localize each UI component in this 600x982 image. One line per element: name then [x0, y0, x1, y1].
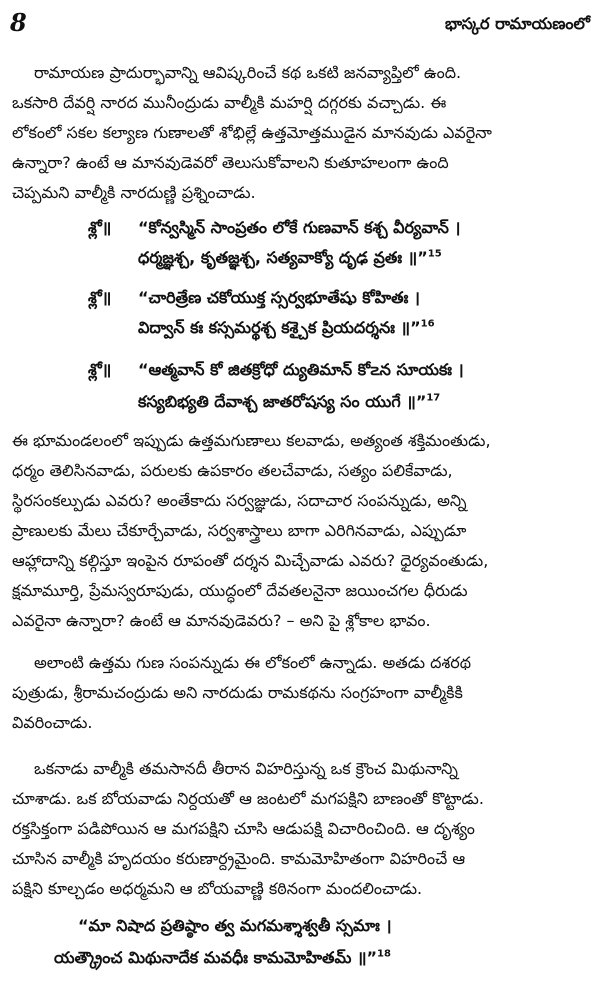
- paragraph-1-line: రామాయణ ప్రాదుర్భావాన్ని ఆవిష్కరించే కథ ఒకటి జనవ్యాప్తిలో ఉంది.: [34, 63, 462, 82]
- footnote-ref: 15: [427, 248, 442, 260]
- verse-marker: శ్లో॥: [88, 288, 112, 307]
- paragraph-2-line: ఈ భూమండలంలో ఇప్పుడు ఉత్తమగుణాలు కలవాడు, అత్యంత శక్తిమంతుడు,: [12, 431, 491, 450]
- paragraph-4-line: పక్షిని కూల్చడం అధర్మమని ఆ బోయవాణ్ణి కఠినంగా మందలించాడు.: [12, 879, 423, 898]
- paragraph-4-line: ఒకనాడు వాల్మీకి తమసానదీ తీరాన విహరిస్తున్న ఒక క్రౌంచ మిథునాన్ని: [34, 759, 458, 778]
- paragraph-3-line: వివరించాడు.: [12, 713, 93, 732]
- page-number: 8: [10, 8, 27, 37]
- paragraph-1-line: ఉన్నారా? ఉంటే ఆ మానవుడెవరో తెలుసుకోవాలని కుతూహలంగా ఉంది: [12, 153, 449, 172]
- running-title: భాస్కర రామాయణంలో: [445, 14, 590, 33]
- paragraph-3-line: పుత్రుడు, శ్రీరామచంద్రుడు అని నారదుడు రామకథను సంగ్రహంగా వాల్మీకికి: [12, 683, 463, 702]
- footnote-ref: 16: [420, 318, 435, 330]
- paragraph-4-line: రక్తసిక్తంగా పడిపోయిన ఆ మగపక్షిని చూసి ఆడుపక్షి విచారించింది. ఆ దృశ్యం: [12, 819, 475, 838]
- verse-17-line-2: కస్యబిభ్యతి దేవాశ్చ జాతరోషస్య సం యుగే ॥”$^{17}$: [138, 392, 441, 411]
- footnote-ref: 18: [377, 948, 391, 960]
- verse-marker: శ్లో॥: [88, 218, 112, 237]
- paragraph-2-line: క్షమామూర్తి, ప్రేమస్వరూపుడు, యుద్ధంలో దేవతలనైనా జయించగల ధీరుడు: [12, 581, 468, 600]
- verse-18-line-2: యత్క్రౌంచ మిథునాదేక మవధీః కామమోహితమ్ ॥”$^{18}$: [54, 948, 391, 967]
- paragraph-2-line: స్థిరసంకల్పుడు ఎవరు? అంతేకాదు సర్వజ్ఞుడు, సదాచార సంపన్నుడు, అన్ని: [12, 491, 467, 510]
- paragraph-2-line: ఆహ్లాదాన్ని కల్గిస్తూ ఇంపైన రూపంతో దర్శన మిచ్చేవాడు ఎవరు? ధైర్యవంతుడు,: [12, 551, 489, 570]
- verse-17-line-1: “ఆత్మవాన్ కో జితక్రోధో ద్యుతిమాన్ కో౽న సూయకః ।: [138, 360, 464, 379]
- paragraph-1-line: లోకంలో సకల కల్యాణ గుణాలతో శోభిల్లే ఉత్తమోత్తముడైన మానవుడు ఎవరైనా: [12, 123, 492, 142]
- verse-16-line-2: విద్వాన్ కః కస్సమర్థశ్చ కశ్చైక ప్రియదర్శనః ॥”$^{16}$: [138, 318, 435, 337]
- verse-marker: శ్లో॥: [88, 360, 112, 379]
- paragraph-2-line: ఎవరైనా ఉన్నారా? ఉంటే ఆ మానవుడెవరు? – అని పై శ్లోకాల భావం.: [12, 611, 431, 630]
- paragraph-4-line: చూశాడు. ఒక బోయవాడు నిర్దయతో ఆ జంటలో మగపక్షిని బాణంతో కొట్టాడు.: [12, 789, 484, 808]
- verse-18-line-1: “మా నిషాద ప్రతిష్ఠాం త్వ మగమశ్శాశ్వతీ స్సమాః ।: [78, 916, 392, 935]
- verse-15-line-1: “కోన్వస్మిన్ సాంప్రతం లోకే గుణవాన్ కశ్చ వీర్యవాన్ ।: [138, 218, 461, 237]
- verse-16-line-1: “చారిత్రేణ చకోయుక్త స్సర్వభూతేషు కోహితః ।: [138, 288, 420, 307]
- paragraph-4-line: చూసిన వాల్మీకి హృదయం కరుణార్ద్రమైంది. కామమోహితంగా విహరించే ఆ: [12, 849, 466, 868]
- paragraph-3-line: అలాంటి ఉత్తమ గుణ సంపన్నుడు ఈ లోకంలో ఉన్నాడు. అతడు దశరథ: [34, 653, 472, 672]
- paragraph-2-line: ప్రాణులకు మేలు చేకూర్చేవాడు, సర్వశాస్త్రాలు బాగా ఎరిగినవాడు, ఎప్పుడూ: [12, 521, 467, 540]
- verse-15-line-2: ధర్మజ్ఞశ్చ, కృతజ్ఞశ్చ, సత్యవాక్యో దృఢ వ్రతః ॥”$^{15}$: [138, 248, 442, 267]
- footnote-ref: 17: [426, 392, 441, 404]
- page-header: [8, 8, 590, 44]
- paragraph-1-line: చెప్పమని వాల్మీకి నారదుణ్ణి ప్రశ్నించాడు.: [12, 183, 256, 202]
- paragraph-2-line: ధర్మం తెలిసినవాడు, పరులకు ఉపకారం తలచేవాడు, సత్యం పలికేవాడు,: [12, 461, 453, 480]
- paragraph-1-line: ఒకసారి దేవర్షి నారద మునీంద్రుడు వాల్మీకి మహర్షి దగ్గరకు వచ్చాడు. ఈ: [12, 93, 447, 112]
